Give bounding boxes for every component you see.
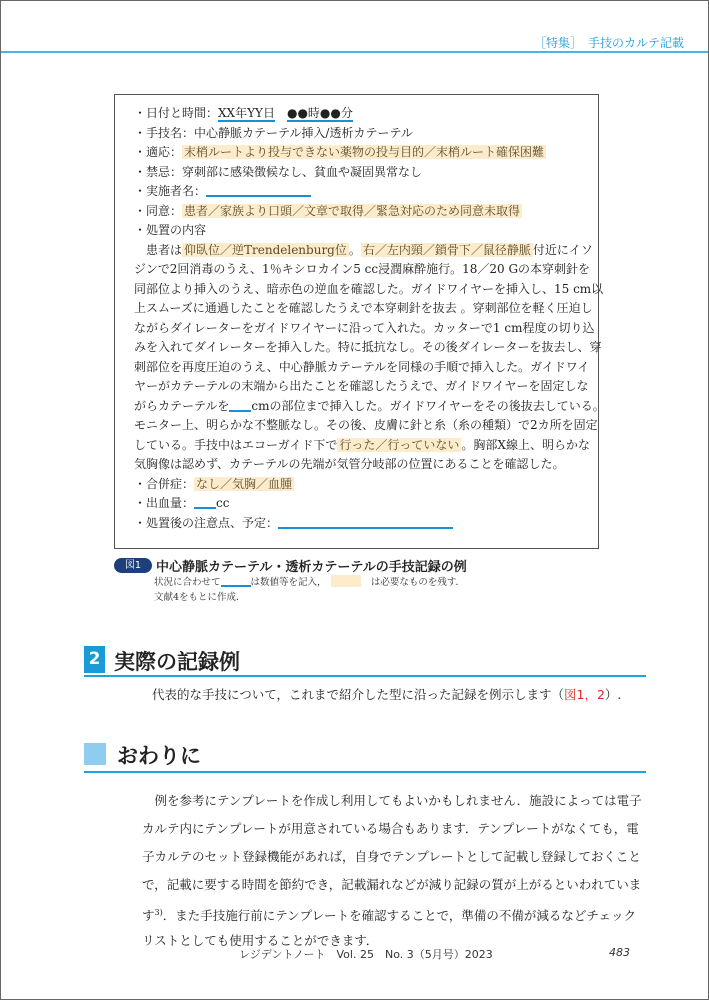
figure-badge: 図1 bbox=[114, 558, 152, 573]
figure-line bbox=[134, 494, 589, 514]
selectable-option-highlight: 右／左内頸／鎖骨下／鼠径静脈 bbox=[362, 242, 531, 257]
selectable-option-highlight: なし／気胸／血腫 bbox=[196, 476, 293, 491]
figure-text: している。手技中はエコーガイド下で bbox=[134, 437, 338, 452]
figure-line bbox=[134, 104, 589, 124]
figure-template-text bbox=[134, 104, 605, 533]
figure-text: ・実施者名： bbox=[134, 184, 207, 198]
legend-text-3: は必要なものを残す． bbox=[370, 577, 466, 588]
figure-title: 中心静脈カテーテル・透析カテーテルの手技記録の例 bbox=[156, 560, 467, 575]
figure-text: 上スムーズに通過したことを確認したうえで本穿刺針を抜去 。穿刺部位を軽く圧迫し bbox=[134, 301, 593, 315]
figure-line bbox=[134, 182, 589, 202]
paragraph-line: 子カルテのセット登録機能があれば，自身でテンプレートとして記載し登録しておくこと bbox=[142, 849, 641, 864]
figure-text: ・出血量： bbox=[134, 496, 195, 510]
legend-blank-swatch bbox=[221, 575, 251, 587]
figure-text: 患者は bbox=[134, 242, 183, 257]
figure-text: モニター上、明らかな不整脈なし。その後、皮膚に針と糸（糸の種類）で2カ所を固定 bbox=[134, 418, 598, 432]
figure-line bbox=[134, 260, 589, 280]
figure-text: 刺部位を再度圧迫のうえ、中心静脈カテーテルを同様の手順で挿入した。ガイドワイ bbox=[134, 359, 590, 374]
figure-line bbox=[134, 455, 589, 475]
section-2-body bbox=[152, 681, 621, 709]
figure-text: ジンで2回消毒のうえ、1％キシロカイン5 cc浸潤麻酔施行。18／20 Gの本穿刺針を bbox=[134, 262, 591, 276]
figure-text: ・合併症： bbox=[134, 476, 195, 491]
figure-line bbox=[134, 124, 589, 144]
figure-text: 気胸像は認めず、カテーテルの先端が気管分岐部の位置にあることを確認した。 bbox=[134, 457, 565, 471]
figure-line bbox=[134, 163, 589, 183]
figure-line bbox=[134, 397, 605, 417]
figure-source: 文献4をもとに作成． bbox=[154, 592, 246, 603]
section-title: 実際の記録例 bbox=[114, 650, 240, 674]
figure-text: ヤーがカテーテルの末端から出たことを確認したうえで、ガイドワイヤーを固定しな bbox=[134, 379, 589, 393]
figure-text bbox=[275, 106, 287, 120]
citation-superscript: 3) bbox=[154, 908, 163, 917]
section-number: 2 bbox=[84, 646, 105, 673]
section-marker bbox=[84, 743, 106, 765]
figure-text: 付近にイソ bbox=[532, 242, 593, 257]
fill-in-blank bbox=[229, 399, 251, 412]
figure-text: ・同意： bbox=[134, 203, 183, 218]
running-header: ［特集］ 手技のカルテ記載 bbox=[533, 36, 684, 50]
figure-text: ・処置後の注意点、予定： bbox=[134, 515, 279, 530]
header-divider bbox=[1, 51, 708, 53]
legend-text-2: は数値等を記入， bbox=[250, 577, 322, 588]
fill-in-blank bbox=[194, 496, 216, 509]
paragraph-line: 例を参考にテンプレートを作成し利用してもよいかもしれません．施設によっては電子 bbox=[142, 793, 642, 808]
figure-text: cmの部位まで挿入した。ガイドワイヤーをその後抜去している。 bbox=[251, 398, 605, 413]
figure-line bbox=[134, 377, 589, 397]
figure-text: 。 bbox=[348, 242, 361, 257]
figure-line bbox=[134, 475, 589, 495]
figure-text: ・手技名：中心静脈カテーテル挿入/透析カテーテル bbox=[134, 125, 413, 140]
footer-journal: レジデントノート Vol. 25 No. 3（5月号）2023 bbox=[239, 948, 493, 961]
figure-line bbox=[134, 358, 589, 378]
paragraph-line: で，記載に要する時間を節約でき，記載漏れなどが減り記録の質が上がるといわれていま bbox=[142, 877, 642, 892]
page-number: 483 bbox=[609, 946, 630, 959]
figure-reference-link[interactable]: 図1，2 bbox=[564, 687, 605, 702]
fill-in-value: ●●時●●分 bbox=[286, 106, 353, 120]
figure-line bbox=[134, 280, 604, 300]
legend-highlight-swatch bbox=[331, 575, 361, 587]
figure-text: ながらダイレーターをガイドワイヤーに沿って入れた。カッターで1 cm程度の切り込 bbox=[134, 320, 595, 335]
figure-line bbox=[134, 338, 602, 358]
figure-line bbox=[134, 143, 589, 163]
conclusion-body bbox=[142, 787, 642, 955]
selectable-option-highlight: 行った／行っていない bbox=[339, 437, 460, 452]
figure-text: ・日付と時間： bbox=[134, 106, 219, 120]
figure-line bbox=[134, 241, 593, 261]
fill-in-blank bbox=[278, 516, 453, 529]
paragraph-line: カルテ内にテンプレートが用意されている場合もあります．テンプレートがなくても，電 bbox=[142, 821, 639, 836]
section-title: おわりに bbox=[117, 744, 201, 768]
figure-text: 同部位より挿入のうえ、暗赤色の逆血を確認した。ガイドワイヤーを挿入し、15 cm以 bbox=[134, 281, 604, 296]
fill-in-value: XX年YY日 bbox=[218, 106, 275, 120]
figure-text: cc bbox=[216, 496, 230, 510]
figure-text: ・適応： bbox=[134, 145, 183, 159]
body-text: 代表的な手技について，これまで紹介した型に沿った記録を例示します（ bbox=[152, 687, 565, 702]
figure-line bbox=[134, 436, 589, 456]
figure-text: 。胸部X線上、明らかな bbox=[461, 437, 590, 452]
body-text-end: ）. bbox=[604, 687, 622, 702]
legend-text-1: 状況に合わせて bbox=[154, 577, 221, 588]
figure-text: ・処置の内容 bbox=[134, 223, 207, 237]
figure-line bbox=[134, 319, 595, 339]
paragraph-line: す$^{3)}$．また手技施行前にテンプレートを確認することで，準備の不備が減るなどチェック bbox=[142, 908, 636, 924]
figure-line bbox=[134, 202, 589, 222]
paragraph-line: リストとしても使用することができます． bbox=[142, 933, 379, 948]
figure-text: がらカテーテルを bbox=[134, 398, 230, 413]
figure-text: みを入れてダイレーターを挿入した。特に抵抗なし。その後ダイレーターを抜去し、穿 bbox=[134, 340, 602, 354]
fill-in-blank bbox=[206, 184, 311, 197]
selectable-option-highlight: 患者／家族より口頭／文章で取得／緊急対応のため同意未取得 bbox=[184, 203, 521, 218]
figure-legend bbox=[154, 575, 465, 605]
figure-text: ・禁忌：穿刺部に感染徴候なし、貧血や凝固異常なし bbox=[134, 164, 423, 179]
figure-line bbox=[134, 221, 589, 241]
figure-line bbox=[134, 299, 593, 319]
section-divider bbox=[84, 771, 646, 773]
section-divider bbox=[84, 675, 646, 677]
figure-line bbox=[134, 416, 598, 436]
selectable-option-highlight: 末梢ルートより投与できない薬物の投与目的／末梢ルート確保困難 bbox=[184, 145, 545, 159]
figure-line bbox=[134, 514, 589, 534]
selectable-option-highlight: 仰臥位／逆Trendelenburg位 bbox=[184, 242, 347, 257]
